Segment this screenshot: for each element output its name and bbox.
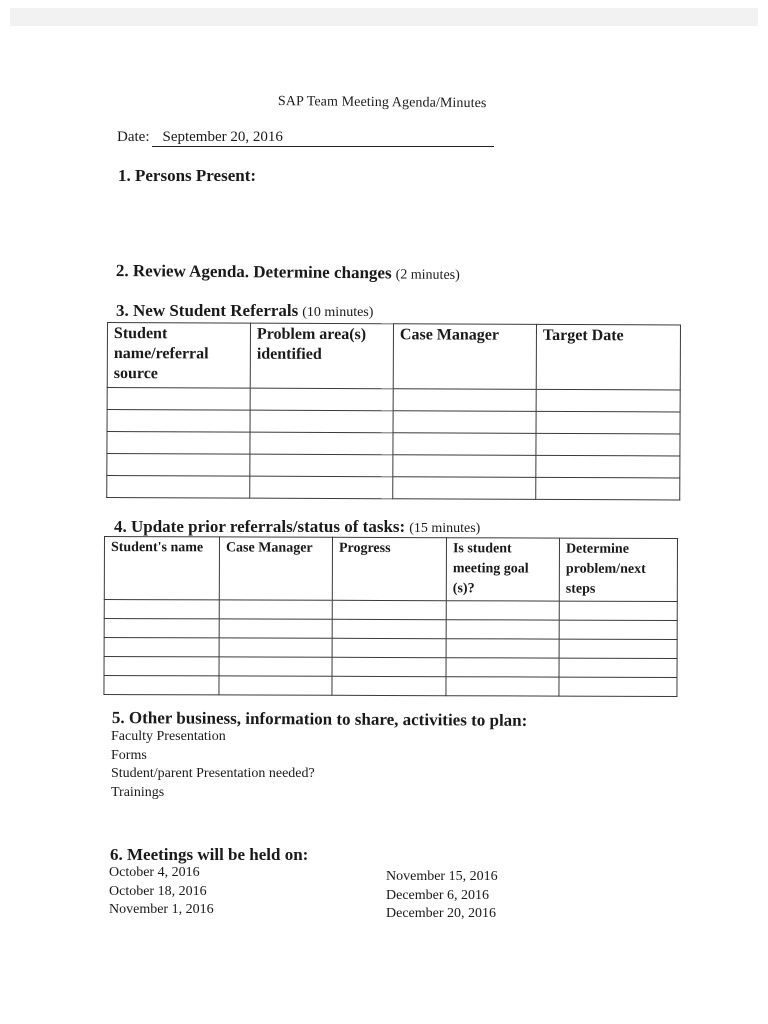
table-header-row xyxy=(104,537,677,602)
table-cell[interactable] xyxy=(332,600,446,619)
column-header: Problem area(s) identified xyxy=(250,323,393,389)
new-referrals-table xyxy=(106,322,681,501)
table-cell[interactable] xyxy=(104,657,219,676)
update-referrals-table xyxy=(103,536,678,697)
scan-top-edge xyxy=(10,8,758,26)
date-label: Date: xyxy=(117,129,150,145)
table-cell[interactable] xyxy=(219,619,332,638)
table-cell[interactable] xyxy=(536,411,680,434)
table-cell[interactable] xyxy=(219,657,332,676)
table-cell[interactable] xyxy=(559,601,677,620)
table-cell[interactable] xyxy=(104,619,219,638)
table-cell[interactable] xyxy=(107,388,250,411)
column-header: Determine problem/next steps xyxy=(559,538,677,601)
table-row xyxy=(107,454,680,478)
new-referrals-duration: (10 minutes) xyxy=(302,305,374,320)
table-cell[interactable] xyxy=(104,638,219,657)
table-cell[interactable] xyxy=(446,677,559,696)
other-business-heading: 5. Other business, information to share, activities to plan: xyxy=(111,708,528,730)
table-cell[interactable] xyxy=(219,676,332,695)
column-header: Student's name xyxy=(104,537,219,600)
table-cell[interactable] xyxy=(219,600,332,619)
table-row xyxy=(104,619,677,640)
column-header: Is student meeting goal (s)? xyxy=(446,538,559,601)
table-cell[interactable] xyxy=(332,676,446,695)
column-header: Case Manager xyxy=(219,537,332,600)
new-referrals-title: 3. New Student Referrals xyxy=(116,301,299,320)
update-referrals-title: 4. Update prior referrals/status of tasks: xyxy=(114,517,406,536)
table-cell[interactable] xyxy=(446,620,559,639)
table-cell[interactable] xyxy=(536,433,680,456)
table-cell[interactable] xyxy=(219,638,332,657)
list-item: Faculty Presentation xyxy=(111,729,226,744)
table-cell[interactable] xyxy=(250,388,393,411)
meeting-date: October 18, 2016 xyxy=(109,883,207,899)
table-cell[interactable] xyxy=(332,657,446,676)
table-row xyxy=(107,476,680,500)
date-value: September 20, 2016 xyxy=(152,129,494,147)
table-cell[interactable] xyxy=(250,476,393,499)
meetings-heading: 6. Meetings will be held on: xyxy=(110,845,309,864)
table-cell[interactable] xyxy=(446,658,559,677)
table-cell[interactable] xyxy=(559,639,677,658)
table-cell[interactable] xyxy=(107,476,250,499)
meeting-date: November 1, 2016 xyxy=(109,902,214,917)
review-agenda-title: 2. Review Agenda. Determine changes xyxy=(115,261,392,283)
table-row xyxy=(104,657,677,678)
table-row xyxy=(104,638,677,659)
review-agenda-duration: (2 minutes) xyxy=(395,267,460,284)
meeting-date: October 4, 2016 xyxy=(109,865,200,880)
meeting-date: December 20, 2016 xyxy=(386,906,497,921)
update-referrals-duration: (15 minutes) xyxy=(409,521,481,536)
meeting-date: November 15, 2016 xyxy=(386,869,498,884)
column-header: Target Date xyxy=(536,324,680,390)
table-cell[interactable] xyxy=(536,389,680,412)
table-cell[interactable] xyxy=(250,432,393,455)
meeting-dates-left xyxy=(109,864,214,920)
table-cell[interactable] xyxy=(332,619,446,638)
date-row xyxy=(117,129,494,147)
list-item: Forms xyxy=(111,747,147,763)
persons-present-heading: 1. Persons Present: xyxy=(118,166,257,185)
meeting-dates-right xyxy=(386,868,498,924)
list-item: Student/parent Presentation needed? xyxy=(111,766,315,781)
table-cell[interactable] xyxy=(104,600,219,619)
column-header: Student name/referral source xyxy=(107,323,250,389)
review-agenda-heading xyxy=(116,261,460,284)
table-row xyxy=(107,432,680,456)
column-header: Progress xyxy=(332,537,446,600)
table-cell[interactable] xyxy=(536,477,680,500)
table-cell[interactable] xyxy=(393,389,536,412)
other-business-list xyxy=(111,728,315,802)
list-item: Trainings xyxy=(111,784,165,800)
table-header-row xyxy=(107,323,680,390)
table-cell[interactable] xyxy=(107,410,250,433)
meeting-date: December 6, 2016 xyxy=(386,887,490,903)
table-cell[interactable] xyxy=(250,454,393,477)
table-cell[interactable] xyxy=(446,601,559,620)
table-cell[interactable] xyxy=(107,454,250,477)
table-row xyxy=(107,388,680,412)
table-cell[interactable] xyxy=(559,620,677,639)
document-title: SAP Team Meeting Agenda/Minutes xyxy=(277,94,487,112)
table-cell[interactable] xyxy=(393,477,536,500)
table-cell[interactable] xyxy=(104,676,219,695)
column-header: Case Manager xyxy=(393,324,536,390)
table-cell[interactable] xyxy=(107,432,250,455)
table-row xyxy=(107,410,680,434)
table-cell[interactable] xyxy=(559,677,677,696)
new-referrals-heading xyxy=(116,301,373,321)
table-cell[interactable] xyxy=(559,658,677,677)
table-row xyxy=(104,600,677,621)
table-cell[interactable] xyxy=(446,639,559,658)
table-cell[interactable] xyxy=(393,411,536,434)
table-cell[interactable] xyxy=(393,455,536,478)
table-cell[interactable] xyxy=(536,455,680,478)
table-row xyxy=(104,676,677,697)
table-cell[interactable] xyxy=(332,638,446,657)
update-referrals-heading xyxy=(114,517,480,537)
table-cell[interactable] xyxy=(250,410,393,433)
table-cell[interactable] xyxy=(393,433,536,456)
